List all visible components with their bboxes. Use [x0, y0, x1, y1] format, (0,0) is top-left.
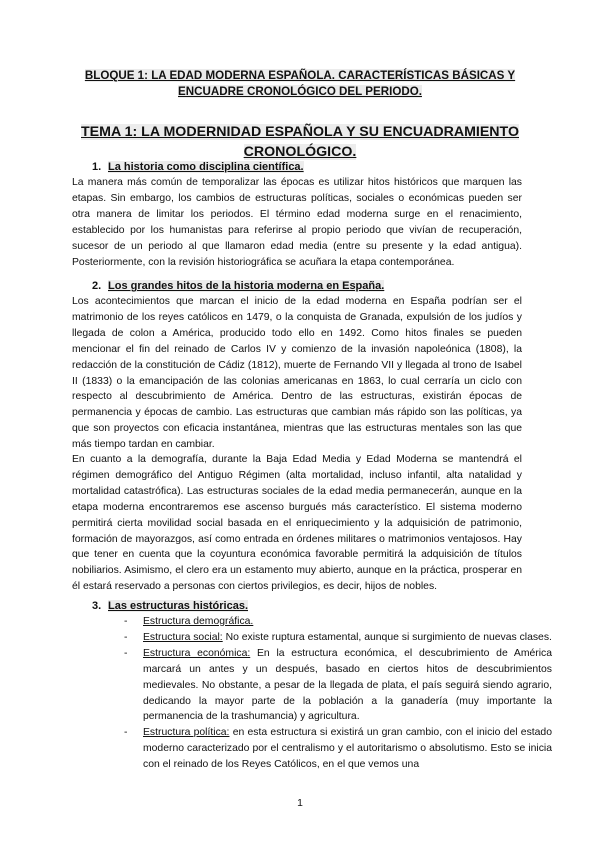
list-item [122, 646, 552, 726]
section-1-title: La historia como disciplina científica. [108, 161, 304, 173]
list-dash: - [124, 647, 128, 659]
list-item-text: No existe ruptura estamental, aunque si surgimiento de nuevas clases. [222, 631, 552, 643]
list-dash: - [124, 616, 128, 627]
section-1-paragraph: La manera más común de temporalizar las épocas es utilizar hitos históricos que marquen las etapas. Sin embargo, los cambios de estructuras políticas, sociales o económicas pueden ser otra manera de limitar los periodos. El término edad moderna surge en el renacimiento, establecido por los humanistas para referirse al propio periodo que vivían de recuperación, sucesor de un periodo al que llamaron edad media (entre su presente y la edad antigua). Posteriormente, con la revisión historiográfica se acuñara la etapa contemporánea. [72, 177, 522, 268]
section-1-number: 1. [92, 161, 102, 173]
list-item-label: Estructura demográfica. [143, 616, 254, 627]
list-item [122, 614, 552, 630]
list-dash: - [124, 727, 128, 739]
tema-title-text: TEMA 1: LA MODERNIDAD ESPAÑOLA Y SU ENCUADRAMIENTO CRONOLÓGICO. [81, 124, 519, 160]
block-title [60, 68, 540, 100]
list-item-label: Estructura económica: [143, 647, 251, 659]
list-item-label: Estructura social: [143, 631, 223, 643]
list-item [122, 630, 552, 646]
section-2-number: 2. [92, 280, 102, 292]
list-item-label: Estructura política: [143, 727, 230, 739]
section-2-paragraph-2: En cuanto a la demografía, durante la Baja Edad Media y Edad Moderna se mantendrá el régimen demográfico del Antiguo Régimen (alta mortalidad, incluso infantil, alta natalidad y mortalidad catastrófica). Las estructuras sociales de la edad media permanecerán, aunque en la etapa moderna encontraremos ese ascenso burgués más característico. El sistema moderno permitirá cierta movilidad social basada en el enriquecimiento y la adquisición de patrimonio, formación de mayorazgos, así como entrada en órdenes militares o matrimonios ventajosos. Hay que tener en cuenta que la coyuntura económica favorable permitirá la adquisición de títulos nobiliarios. Asimismo, el clero era un estamento muy abierto, aunque en la práctica, prosperar en él estará reservado a personas con ciertos privilegios, es decir, hijos de nobles. [72, 454, 522, 593]
section-3-heading [92, 599, 248, 613]
section-2-paragraph-1: Los acontecimientos que marcan el inicio de la edad moderna en España podrían ser el matrimonio de los reyes católicos en 1479, o la conquista de Granada, expulsión de los judíos y llegada de colon a América, producido todo ello en 1492. Como hitos finales se pueden mencionar el fin del reinado de Carlos IV y comienzo de la invasión napoleónica (1808), la redacción de la constitución de Cádiz (1812), muerte de Fernando VII y llegada al trono de Isabel II (1833) o la emancipación de las colonias americanas en 1863, lo cual cerraría un ciclo con respecto al descubrimiento de América. Dentro de las estructuras, existirán épocas de permanencia y épocas de cambio. Las estructuras que cambian más rápido son las políticas, ya que son proyectos con eficacia instantánea, mientras que las estructuras mentales son las que más tiempo tardan en cambiar. [72, 296, 522, 451]
section-2-title: Los grandes hitos de la historia moderna en España. [108, 280, 385, 292]
section-3-title: Las estructuras históricas. [108, 600, 249, 612]
list-item-text: En la estructura económica, el descubrimiento de América marcará un antes y un después, basado en ciertos hitos de descubrimientos medievales. No obstante, a pesar de la llegada de plata, el país seguirá siendo agrario, dedicando la mayor parte de la población a la ganadería (muy importante la permanencia de la trashumancia) y agricultura. [143, 647, 553, 723]
tema-title [70, 122, 530, 162]
block-title-text: BLOQUE 1: LA EDAD MODERNA ESPAÑOLA. CARACTERÍSTICAS BÁSICAS Y ENCUADRE CRONOLÓGICO DEL PERIODO. [84, 69, 516, 98]
section-3-number: 3. [92, 600, 102, 612]
section-2-heading [92, 279, 384, 293]
page-number: 1 [297, 798, 303, 809]
structures-list [122, 614, 552, 773]
list-dash: - [124, 631, 128, 643]
list-item-text: en esta estructura si existirá un gran cambio, con el inicio del estado moderno caracterizado por el centralismo y el autoritarismo o absolutismo. Esto se inicia con el reinado de los Reyes Católicos, en el que vemos una [143, 727, 552, 771]
list-item [122, 725, 552, 773]
section-1-heading [92, 160, 304, 174]
